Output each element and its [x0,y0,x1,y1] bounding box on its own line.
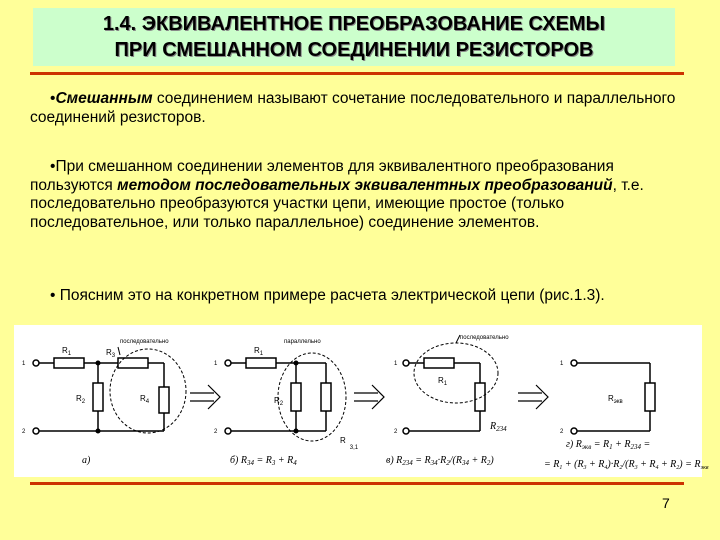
paragraph-method [30,158,690,232]
node-2-a: 2 [22,429,26,435]
paragraph-text-before: При смешанном соединении элементов для эквивалентного преобразования пользуются [30,158,614,194]
label-r2-a: $R_2$ [76,394,86,405]
label-r2-b: $R_2$ [274,396,284,407]
resistor-r2-a [93,383,103,411]
label-req-d: $R_{экв}$ [608,394,623,405]
caption-b: б) $R_{34} = R_3 + R_4$ [230,455,297,467]
circuit-b [225,353,346,441]
paragraph-text: Поясним это на конкретном примере расчета электрической цепи (рис.1.3). [55,287,605,304]
paragraph-example [30,287,690,306]
figure-1-3 [14,325,709,477]
resistor-r1-b [246,358,276,368]
resistor-r1-c [424,358,454,368]
footer-divider [30,482,684,485]
node-2-d: 2 [560,429,564,435]
caption-d-line1: г) $R_{экв} = R_1 + R_{234}$ = [566,439,651,451]
annotation-b: параллельно [284,339,321,345]
page-title-line-2: ПРИ СМЕШАННОМ СОЕДИНЕНИИ РЕЗИСТОРОВ [114,39,594,61]
paragraph-text-after: , т.е. последовательно преобразуются участки цепи, имеющие простое (только последовательное, или только параллельное) соединение элементов. [30,176,644,231]
annotation-c: последовательно [460,335,509,341]
arrow-2 [354,385,384,409]
label-r1-c: $R_1$ [438,376,448,387]
node-2-c: 2 [394,429,398,435]
circuit-a [33,347,186,434]
terminal-1-a [33,360,39,366]
arrow-1 [190,385,220,409]
arrow-3 [518,385,548,409]
terminal-1-d [571,360,577,366]
node-1-c: 1 [394,361,398,367]
terminal-2-a [33,428,39,434]
label-r1-b: $R_1$ [254,346,264,357]
label-r234-c: $R_{234}$ [490,421,507,433]
resistor-r4-a [159,387,169,413]
terminal-2-d [571,428,577,434]
terminal-2-c [403,428,409,434]
paragraph-text: соединением называют сочетание последовательного и параллельного соединений резисторов. [30,90,676,126]
label-r1-a: $R_1$ [62,346,72,357]
caption-d-line2: = $R_1 + (R_3 + R_4)\cdot R_2/(R_3 + R_4 + R_2) = R_{экв}$ [544,459,709,471]
terminal-2-b [225,428,231,434]
title-box [33,8,675,66]
dashed-region-b [278,353,346,441]
resistor-r234-c [475,383,485,411]
node-1-b: 1 [214,361,218,367]
label-r31-b: $R_{3,1}$ [340,436,359,451]
term-method: методом последовательных эквивалентных преобразований [117,176,613,194]
page-number: 7 [662,495,670,511]
circuit-c [403,335,498,434]
node-1-a: 1 [22,361,26,367]
caption-a: а) [82,455,91,466]
resistor-r1-a [54,358,84,368]
title-divider [30,72,684,75]
paragraph-mixed-definition [30,90,690,127]
caption-c: в) $R_{234} = R_{34}\cdot R_2/(R_{34} + R_2)$ [386,455,494,467]
node-1-d: 1 [560,361,564,367]
terminal-1-c [403,360,409,366]
annotation-a: последовательно [120,339,169,345]
node-2-b: 2 [214,429,218,435]
bullet: • [50,158,56,175]
bullet: • [50,90,56,107]
page-title-line-1: 1.4. ЭКВИВАЛЕНТНОЕ ПРЕОБРАЗОВАНИЕ СХЕМЫ [102,13,606,35]
label-r4-a: $R_4$ [140,394,150,405]
term-mixed: Смешанным [55,90,153,107]
resistor-r2-b [291,383,301,411]
label-r3-a: $R_3$ [106,348,116,359]
resistor-r31-b [321,383,331,411]
circuit-diagram [14,325,709,477]
bullet: • [50,287,56,304]
resistor-req-d [645,383,655,411]
terminal-1-b [225,360,231,366]
dashed-region-c [414,343,498,403]
